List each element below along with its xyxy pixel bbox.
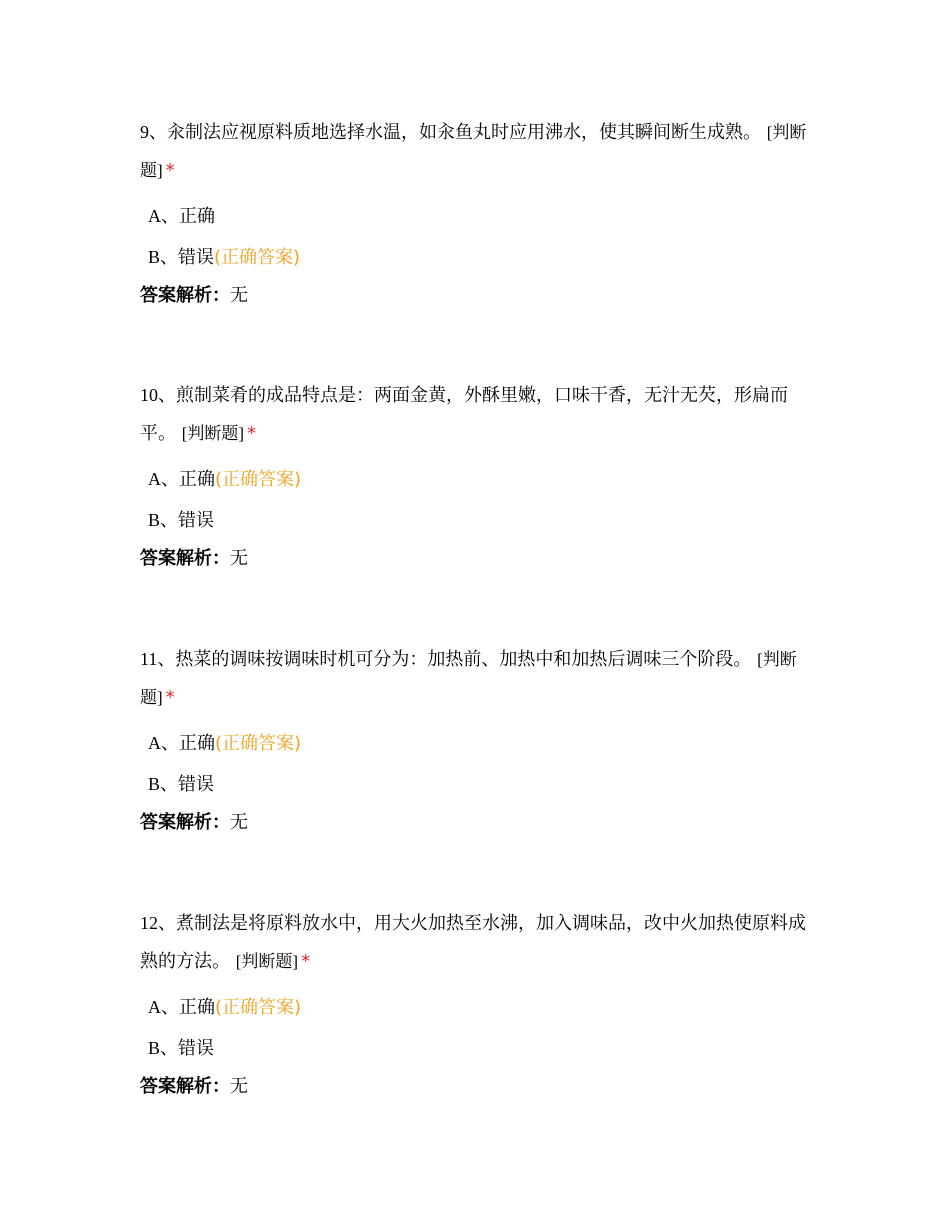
answer-analysis — [140, 278, 820, 314]
option-label: 错误 — [178, 510, 215, 531]
required-star: * — [301, 951, 311, 972]
option-b[interactable] — [140, 1028, 820, 1069]
question-number: 12 — [140, 913, 158, 933]
option-separator: 、 — [160, 1038, 179, 1059]
question-body: 煎制菜肴的成品特点是：两面金黄，外酥里嫩，口味干香，无汁无芡，形扁而平。 — [140, 385, 788, 444]
option-label: 正确 — [179, 733, 215, 754]
correct-answer-tag: (正确答案) — [215, 469, 302, 490]
analysis-label: 答案解析： — [140, 812, 230, 833]
question-separator: 、 — [157, 649, 176, 670]
question-text — [140, 113, 820, 190]
option-a[interactable] — [140, 196, 820, 237]
option-separator: 、 — [160, 510, 179, 531]
option-separator: 、 — [161, 469, 179, 490]
option-letter: A — [148, 469, 161, 489]
option-letter: A — [148, 206, 161, 226]
options-list — [140, 196, 820, 278]
question-separator: 、 — [158, 385, 176, 406]
question-body: 汆制法应视原料质地选择水温，如汆鱼丸时应用沸水，使其瞬间断生成熟。 — [167, 122, 761, 143]
option-label: 正确 — [179, 997, 215, 1018]
option-letter: B — [148, 774, 161, 794]
analysis-label: 答案解析： — [140, 285, 230, 306]
option-b[interactable] — [140, 500, 820, 541]
option-separator: 、 — [161, 733, 179, 754]
option-separator: 、 — [161, 997, 179, 1018]
option-letter: B — [148, 1038, 161, 1058]
option-label: 正确 — [179, 206, 215, 227]
option-label: 正确 — [179, 469, 215, 490]
analysis-value: 无 — [230, 285, 248, 306]
question-type-tag: [判断题] — [181, 424, 245, 443]
analysis-label: 答案解析： — [140, 548, 230, 569]
question-number: 10 — [140, 385, 158, 405]
question-text — [140, 376, 820, 453]
question-body: 煮制法是将原料放水中，用大火加热至水沸，加入调味品，改中火加热使原料成熟的方法。 — [140, 913, 806, 972]
option-b[interactable] — [140, 764, 820, 805]
option-b[interactable] — [140, 237, 820, 278]
question-body: 热菜的调味按调味时机可分为：加热前、加热中和加热后调味三个阶段。 — [175, 649, 752, 670]
options-list — [140, 723, 820, 805]
question-type-tag: [判断题] — [140, 650, 797, 707]
required-star: * — [165, 687, 175, 708]
option-label: 错误 — [178, 247, 215, 268]
option-a[interactable] — [140, 723, 820, 764]
options-list — [140, 987, 820, 1069]
option-label: 错误 — [178, 774, 215, 795]
analysis-value: 无 — [230, 812, 248, 833]
question-number: 11 — [140, 649, 158, 669]
question-type-tag: [判断题] — [140, 123, 807, 180]
option-separator: 、 — [161, 206, 179, 227]
option-a[interactable] — [140, 987, 820, 1028]
question-item — [140, 640, 820, 841]
analysis-value: 无 — [230, 1076, 248, 1097]
question-number: 9 — [140, 122, 149, 142]
option-letter: B — [148, 510, 161, 530]
required-star: * — [247, 423, 257, 444]
analysis-label: 答案解析： — [140, 1076, 230, 1097]
question-separator: 、 — [149, 122, 167, 143]
option-letter: B — [148, 247, 161, 267]
question-item — [140, 904, 820, 1105]
answer-analysis — [140, 1069, 820, 1105]
options-list — [140, 459, 820, 541]
question-type-tag: [判断题] — [235, 952, 299, 971]
answer-analysis — [140, 805, 820, 841]
question-item — [140, 376, 820, 577]
question-separator: 、 — [158, 913, 176, 934]
correct-answer-tag: (正确答案) — [215, 997, 302, 1018]
answer-analysis — [140, 541, 820, 577]
required-star: * — [165, 160, 175, 181]
analysis-value: 无 — [230, 548, 248, 569]
correct-answer-tag: (正确答案) — [215, 733, 302, 754]
option-separator: 、 — [160, 774, 179, 795]
option-separator: 、 — [160, 247, 179, 268]
option-letter: A — [148, 997, 161, 1017]
correct-answer-tag: (正确答案) — [214, 247, 301, 268]
option-a[interactable] — [140, 459, 820, 500]
question-text — [140, 904, 820, 981]
question-item — [140, 113, 820, 314]
question-text — [140, 640, 820, 717]
option-label: 错误 — [178, 1038, 215, 1059]
option-letter: A — [148, 733, 161, 753]
